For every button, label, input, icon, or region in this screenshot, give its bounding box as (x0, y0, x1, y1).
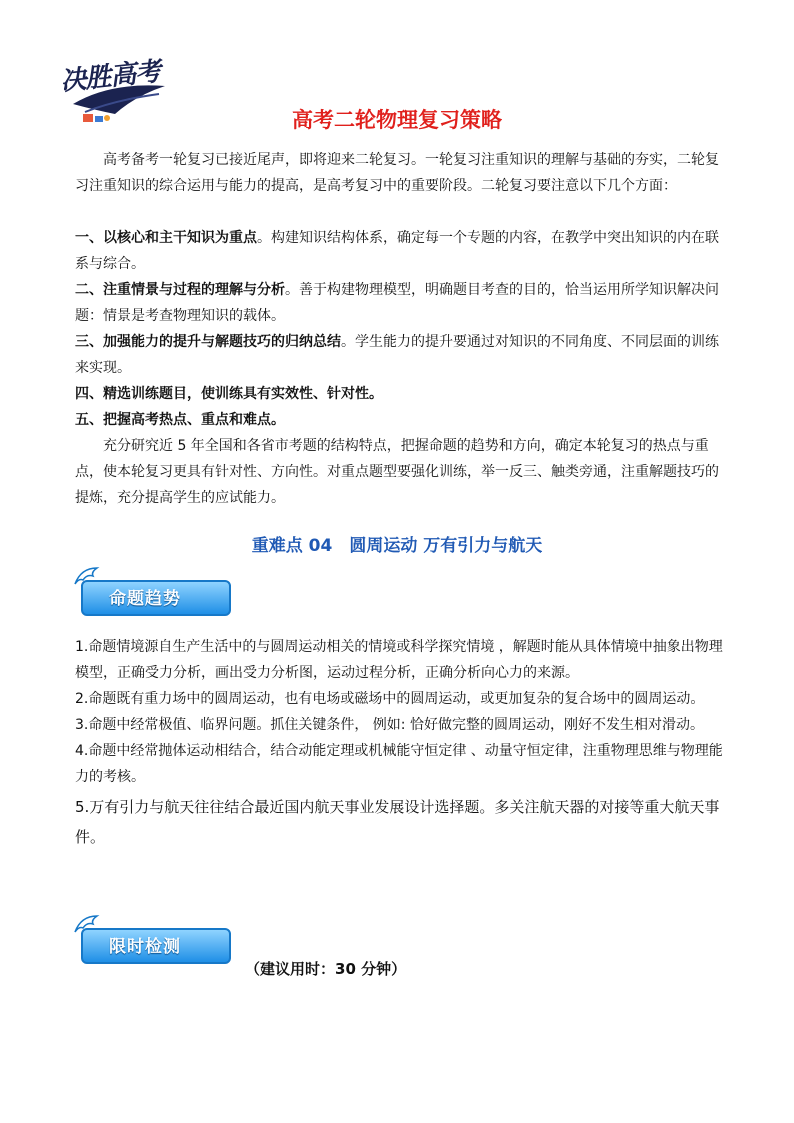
dolphin-icon (73, 564, 103, 590)
point-5-heading: 五、把握高考热点、重点和难点。 (75, 412, 285, 428)
point-1 (75, 225, 727, 277)
point-3 (75, 329, 727, 381)
point-4-heading: 四、精选训练题目，使训练具有实效性、针对性。 (75, 386, 383, 402)
point-2-text: 。善于构建物理模型，明确题目考查的目的，恰当运用所学知识解决问题：情景是考查物理知识的载体。 (75, 282, 719, 324)
logo-text: 决胜高考 (58, 56, 162, 98)
trend-banner-label: 命题趋势 (109, 589, 181, 609)
point-1-text: 。构建知识结构体系，确定每一个专题的内容，在教学中突出知识的内在联系与综合。 (75, 230, 719, 272)
summary-paragraph: 充分研究近 5 年全国和各省市考题的结构特点，把握命题的趋势和方向，确定本轮复习的热点与重点，使本轮复习更具有针对性、方向性。对重点题型要强化训练，举一反三、触类旁通，注重解题技巧的提炼，充分提高学生的应试能力。 (75, 438, 719, 506)
point-3-text: 。学生能力的提升要通过对知识的不同角度、不同层面的训练来实现。 (75, 334, 719, 376)
trend-item-2: 2.命题既有重力场中的圆周运动，也有电场或磁场中的圆周运动，或更加复杂的复合场中的圆周运动。 (75, 691, 705, 707)
section-title: 重难点 04 圆周运动 万有引力与航天 (251, 536, 543, 556)
point-2 (75, 277, 727, 329)
dolphin-icon (73, 912, 103, 938)
point-5 (75, 407, 727, 433)
trend-item-3: 3.命题中经常极值、临界问题。抓住关键条件， 例如: 恰好做完整的圆周运动，刚好不发生相对滑动。 (75, 717, 704, 733)
intro-paragraph: 高考备考一轮复习已接近尾声，即将迎来二轮复习。一轮复习注重知识的理解与基础的夯实，二轮复习注重知识的综合运用与能力的提高，是高考复习中的重要阶段。二轮复习要注意以下几个方面： (75, 152, 719, 194)
test-banner (77, 924, 235, 968)
test-banner-label: 限时检测 (109, 937, 181, 957)
page-title: 高考二轮物理复习策略 (292, 108, 502, 132)
trend-item-4: 4.命题中经常抛体运动相结合，结合动能定理或机械能守恒定律 、动量守恒定律，注重物理思维与物理能力的考核。 (75, 743, 723, 785)
trend-item-1: 1.命题情境源自生产生活中的与圆周运动相关的情境或科学探究情境 ，解题时能从具体情境中抽象出物理模型，正确受力分析，画出受力分析图，运动过程分析，正确分析向心力的来源。 (75, 639, 723, 681)
point-4 (75, 381, 727, 407)
point-1-heading: 一、以核心和主干知识为重点 (75, 230, 257, 246)
point-2-heading: 二、注重情景与过程的理解与分析 (75, 282, 285, 298)
trend-item-5: 5.万有引力与航天往往结合最近国内航天事业发展设计选择题。多关注航天器的对接等重大航天事件。 (75, 798, 720, 846)
trend-banner (77, 576, 235, 620)
trend-list (75, 634, 727, 852)
point-3-heading: 三、加强能力的提升与解题技巧的归纳总结 (75, 334, 341, 350)
time-hint: （建议用时：30 分钟） (245, 960, 407, 978)
